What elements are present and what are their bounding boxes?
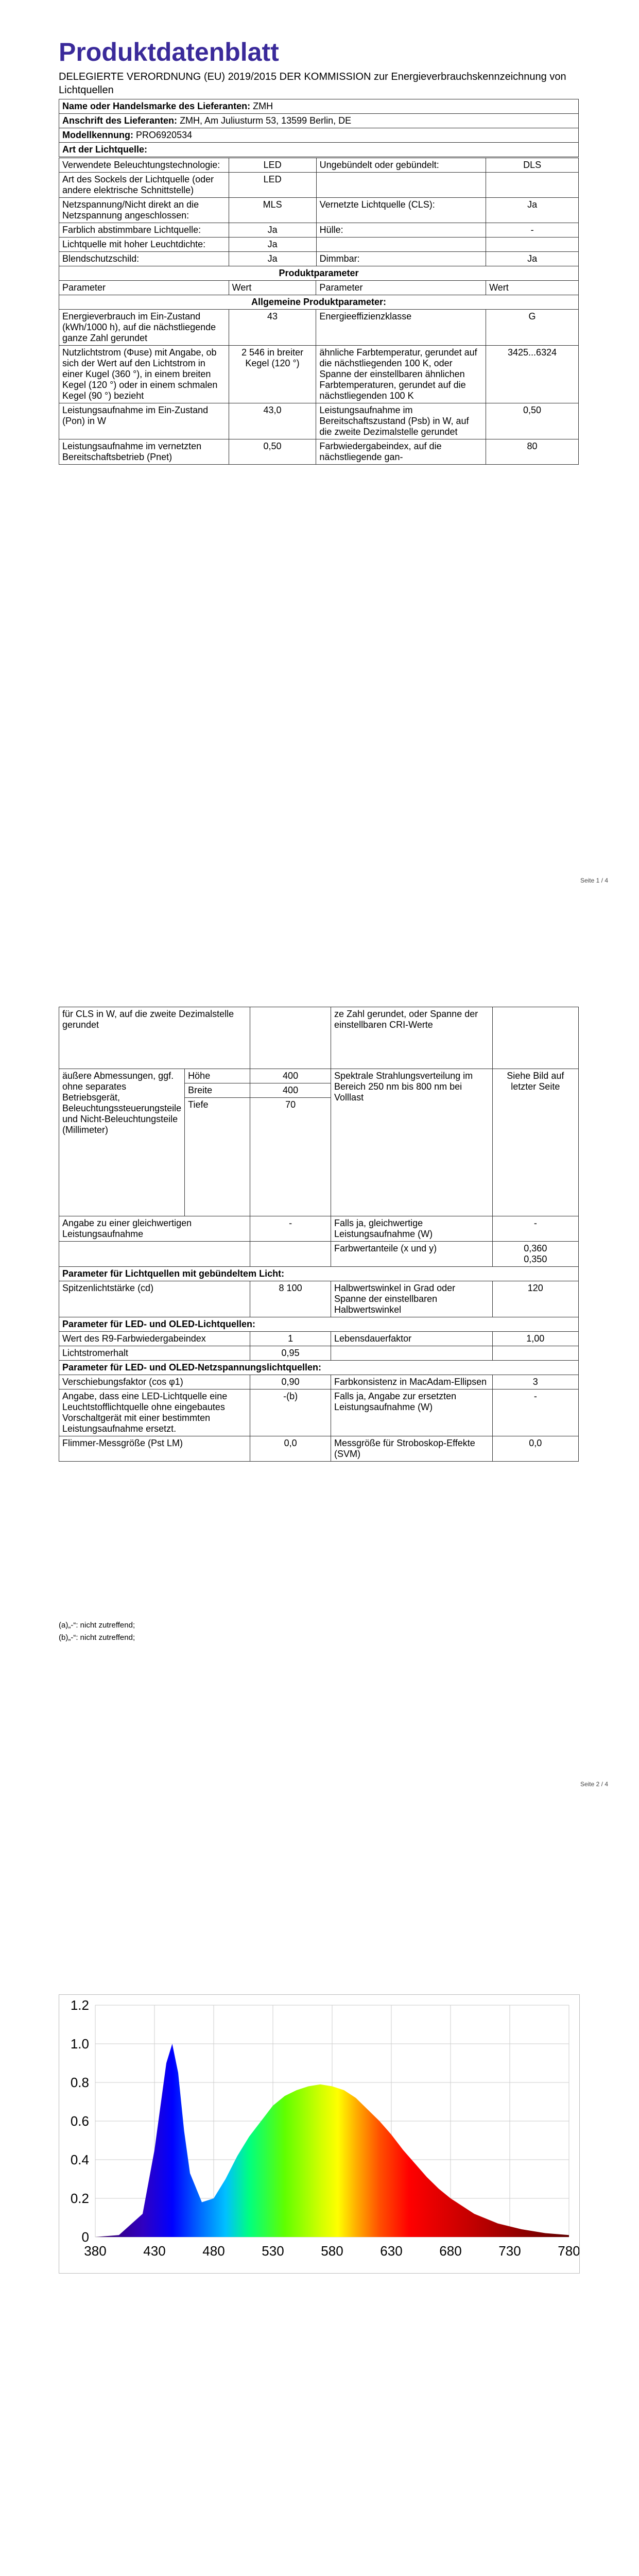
r9-label: Wert des R9-Farbwiedergabeindex [59, 1332, 250, 1346]
cont-label-2: ze Zahl gerundet, oder Spanne der einstellbaren CRI-Werte [331, 1007, 493, 1069]
general-value-2: 0,50 [486, 403, 579, 439]
svm-value: 0,0 [492, 1436, 578, 1462]
chroma-label: Farbwertanteile (x und y) [331, 1242, 493, 1267]
type-label-2: Ungebündelt oder gebündelt: [316, 158, 486, 173]
col-value-2: Wert [486, 281, 579, 295]
spectrum-svg [59, 1995, 579, 2273]
general-row [59, 439, 579, 465]
spectral-value: Siehe Bild auf letzter Seite [492, 1069, 578, 1216]
dim-height-value: 400 [250, 1069, 331, 1083]
general-label-1: Nutzlichtstrom (Φuse) mit Angabe, ob sich der Wert auf den Lichtstrom in einer Kugel (360 °), in einem breiten Kegel (120 °) oder in einem schmalen Kegel (90 °) bezieht [59, 346, 229, 403]
type-value-2: Ja [486, 198, 579, 223]
type-label-1: Netzspannung/Nicht direkt an die Netzspannung angeschlossen: [59, 198, 229, 223]
model-row: Modellkennung: PRO6920534 [59, 128, 579, 143]
claim-value: -(b) [250, 1389, 331, 1436]
general-row [59, 310, 579, 346]
y-tick-label: 0.2 [70, 2191, 89, 2206]
type-label-1: Farblich abstimmbare Lichtquelle: [59, 223, 229, 238]
disp-value: 0,90 [250, 1375, 331, 1389]
peak-label: Spitzenlichtstärke (cd) [59, 1281, 250, 1317]
chroma-y: 0,350 [524, 1254, 547, 1264]
chroma-value [492, 1242, 578, 1267]
general-value-2: 80 [486, 439, 579, 465]
claim-w-value: - [492, 1389, 578, 1436]
page-2 [0, 904, 639, 1807]
life-value: 1,00 [492, 1332, 578, 1346]
empty-cell [331, 1346, 493, 1361]
general-value-2: 3425...6324 [486, 346, 579, 403]
svm-label: Messgröße für Stroboskop-Effekte (SVM) [331, 1436, 493, 1462]
general-value-1: 0,50 [229, 439, 316, 465]
x-tick-label: 730 [498, 2243, 521, 2259]
type-label-1: Verwendete Beleuchtungstechnologie: [59, 158, 229, 173]
chroma-x: 0,360 [524, 1243, 547, 1253]
empty-cell [59, 1242, 250, 1267]
type-label-2 [316, 173, 486, 198]
type-value-1: LED [229, 158, 316, 173]
type-label-2: Vernetzte Lichtquelle (CLS): [316, 198, 486, 223]
dim-width-value: 400 [250, 1083, 331, 1098]
col-param-1: Parameter [59, 281, 229, 295]
type-table [59, 158, 579, 266]
general-value-1: 43,0 [229, 403, 316, 439]
type-row [59, 223, 579, 238]
colour-value: 3 [492, 1375, 578, 1389]
supplier-name-row: Name oder Handelsmarke des Lieferanten: ZMH [59, 99, 579, 114]
y-tick-label: 0 [81, 2229, 89, 2245]
product-params-header: Produktparameter [59, 266, 579, 281]
type-value-1: Ja [229, 223, 316, 238]
x-tick-label: 580 [321, 2243, 343, 2259]
led-header: Parameter für LED- und OLED-Lichtquellen: [59, 1317, 579, 1332]
supplier-table [59, 99, 579, 157]
beam-value: 120 [492, 1281, 578, 1317]
type-value-2: DLS [486, 158, 579, 173]
general-label-1: Energieverbrauch im Ein-Zustand (kWh/1000 h), auf die nächstliegende ganze Zahl gerundet [59, 310, 229, 346]
type-label-1: Blendschutzschild: [59, 252, 229, 266]
cont-value-1 [250, 1007, 331, 1069]
beam-label: Halbwertswinkel in Grad oder Spanne der einstellbaren Halbwertswinkel [331, 1281, 493, 1317]
type-value-2: Ja [486, 252, 579, 266]
colour-label: Farbkonsistenz in MacAdam-Ellipsen [331, 1375, 493, 1389]
page-title: Produktdatenblatt [59, 38, 279, 66]
x-tick-label: 680 [439, 2243, 462, 2259]
disp-label: Verschiebungsfaktor (cos φ1) [59, 1375, 250, 1389]
type-row [59, 252, 579, 266]
x-tick-label: 380 [84, 2243, 107, 2259]
page-3 [0, 1807, 639, 2576]
general-row [59, 403, 579, 439]
empty-cell [492, 1346, 578, 1361]
directional-header: Parameter für Lichtquellen mit gebündeltem Licht: [59, 1267, 579, 1281]
y-tick-label: 0.8 [70, 2075, 89, 2090]
flicker-label: Flimmer-Messgröße (Pst LM) [59, 1436, 250, 1462]
cont-value-2 [492, 1007, 578, 1069]
dim-depth-label: Tiefe [185, 1098, 250, 1216]
footnote-a: (a)„-“: nicht zutreffend; [59, 1621, 135, 1630]
x-tick-label: 430 [143, 2243, 166, 2259]
params-table-cont [59, 1007, 579, 1462]
dim-height-label: Höhe [185, 1069, 250, 1083]
page-1 [0, 0, 639, 904]
type-label-2 [316, 238, 486, 252]
equiv-w-label: Falls ja, gleichwertige Leistungsaufnahme (W) [331, 1216, 493, 1242]
page-footer: Seite 2 / 4 [580, 1781, 608, 1788]
type-value-2 [486, 238, 579, 252]
type-row [59, 198, 579, 223]
type-value-1: Ja [229, 252, 316, 266]
y-tick-label: 1.2 [70, 1997, 89, 2013]
type-label-2: Dimmbar: [316, 252, 486, 266]
general-label-2: Energieeffizienzklasse [316, 310, 486, 346]
type-value-2: - [486, 223, 579, 238]
equiv-label: Angabe zu einer gleichwertigen Leistungsaufnahme [59, 1216, 250, 1242]
x-tick-label: 630 [380, 2243, 403, 2259]
equiv-w-value: - [492, 1216, 578, 1242]
y-tick-label: 0.4 [70, 2152, 89, 2167]
y-tick-label: 1.0 [70, 2036, 89, 2052]
dims-label: äußere Abmessungen, ggf. ohne separates Betriebsgerät, Beleuchtungssteuerungsteile und Nicht-Beleuchtungsteile (Millimeter) [59, 1069, 185, 1216]
supplier-address-row: Anschrift des Lieferanten: ZMH, Am Juliusturm 53, 13599 Berlin, DE [59, 114, 579, 128]
flicker-value: 0,0 [250, 1436, 331, 1462]
col-param-2: Parameter [316, 281, 486, 295]
cont-label-1: für CLS in W, auf die zweite Dezimalstelle gerundet [59, 1007, 250, 1069]
type-row [59, 238, 579, 252]
type-value-1: MLS [229, 198, 316, 223]
type-label-1: Art des Sockels der Lichtquelle (oder andere elektrische Schnittstelle) [59, 173, 229, 198]
type-value-1: Ja [229, 238, 316, 252]
params-table [59, 266, 579, 465]
type-value-1: LED [229, 173, 316, 198]
col-value-1: Wert [229, 281, 316, 295]
x-tick-label: 780 [558, 2243, 579, 2259]
general-label-1: Leistungsaufnahme im Ein-Zustand (Pon) in W [59, 403, 229, 439]
general-label-2: Leistungsaufnahme im Bereitschaftszustand (Psb) in W, auf die zweite Dezimalstelle gerundet [316, 403, 486, 439]
footnote-b: (b)„-“: nicht zutreffend; [59, 1633, 135, 1642]
peak-value: 8 100 [250, 1281, 331, 1317]
spectrum-chart [59, 1994, 580, 2274]
dim-depth-value: 70 [250, 1098, 331, 1216]
r9-value: 1 [250, 1332, 331, 1346]
mains-header: Parameter für LED- und OLED-Netzspannungslichtquellen: [59, 1361, 579, 1375]
type-label-1: Lichtquelle mit hoher Leuchtdichte: [59, 238, 229, 252]
page-footer: Seite 1 / 4 [580, 877, 608, 884]
type-header: Art der Lichtquelle: [59, 143, 579, 157]
general-value-1: 43 [229, 310, 316, 346]
general-value-1: 2 546 in breiter Kegel (120 °) [229, 346, 316, 403]
claim-label: Angabe, dass eine LED-Lichtquelle eine Leuchtstofflichtquelle ohne eingebautes Vorschaltgerät mit einer bestimmten Leistungsaufnahme ersetzt. [59, 1389, 250, 1436]
claim-w-label: Falls ja, Angabe zur ersetzten Leistungsaufnahme (W) [331, 1389, 493, 1436]
equiv-value: - [250, 1216, 331, 1242]
maint-label: Lichtstromerhalt [59, 1346, 250, 1361]
regulation-text: DELEGIERTE VERORDNUNG (EU) 2019/2015 DER KOMMISSION zur Energieverbrauchskennzeichnung von Lichtquellen [59, 71, 566, 96]
type-row [59, 173, 579, 198]
x-tick-label: 530 [262, 2243, 284, 2259]
general-label-1: Leistungsaufnahme im vernetzten Bereitschaftsbetrieb (Pnet) [59, 439, 229, 465]
type-label-2: Hülle: [316, 223, 486, 238]
type-row [59, 158, 579, 173]
y-tick-label: 0.6 [70, 2113, 89, 2129]
general-label-2: ähnliche Farbtemperatur, gerundet auf die nächstliegenden 100 K, oder Spanne der einstellbaren ähnlichen Farbtemperaturen, gerundet auf die nächstliegenden 100 K [316, 346, 486, 403]
empty-cell [250, 1242, 331, 1267]
type-value-2 [486, 173, 579, 198]
general-row [59, 346, 579, 403]
general-params-header: Allgemeine Produktparameter: [59, 295, 579, 310]
general-value-2: G [486, 310, 579, 346]
spectral-label: Spektrale Strahlungsverteilung im Bereich 250 nm bis 800 nm bei Volllast [331, 1069, 493, 1216]
x-tick-label: 480 [202, 2243, 225, 2259]
dim-width-label: Breite [185, 1083, 250, 1098]
general-label-2: Farbwiedergabeindex, auf die nächstliegende gan- [316, 439, 486, 465]
life-label: Lebensdauerfaktor [331, 1332, 493, 1346]
maint-value: 0,95 [250, 1346, 331, 1361]
